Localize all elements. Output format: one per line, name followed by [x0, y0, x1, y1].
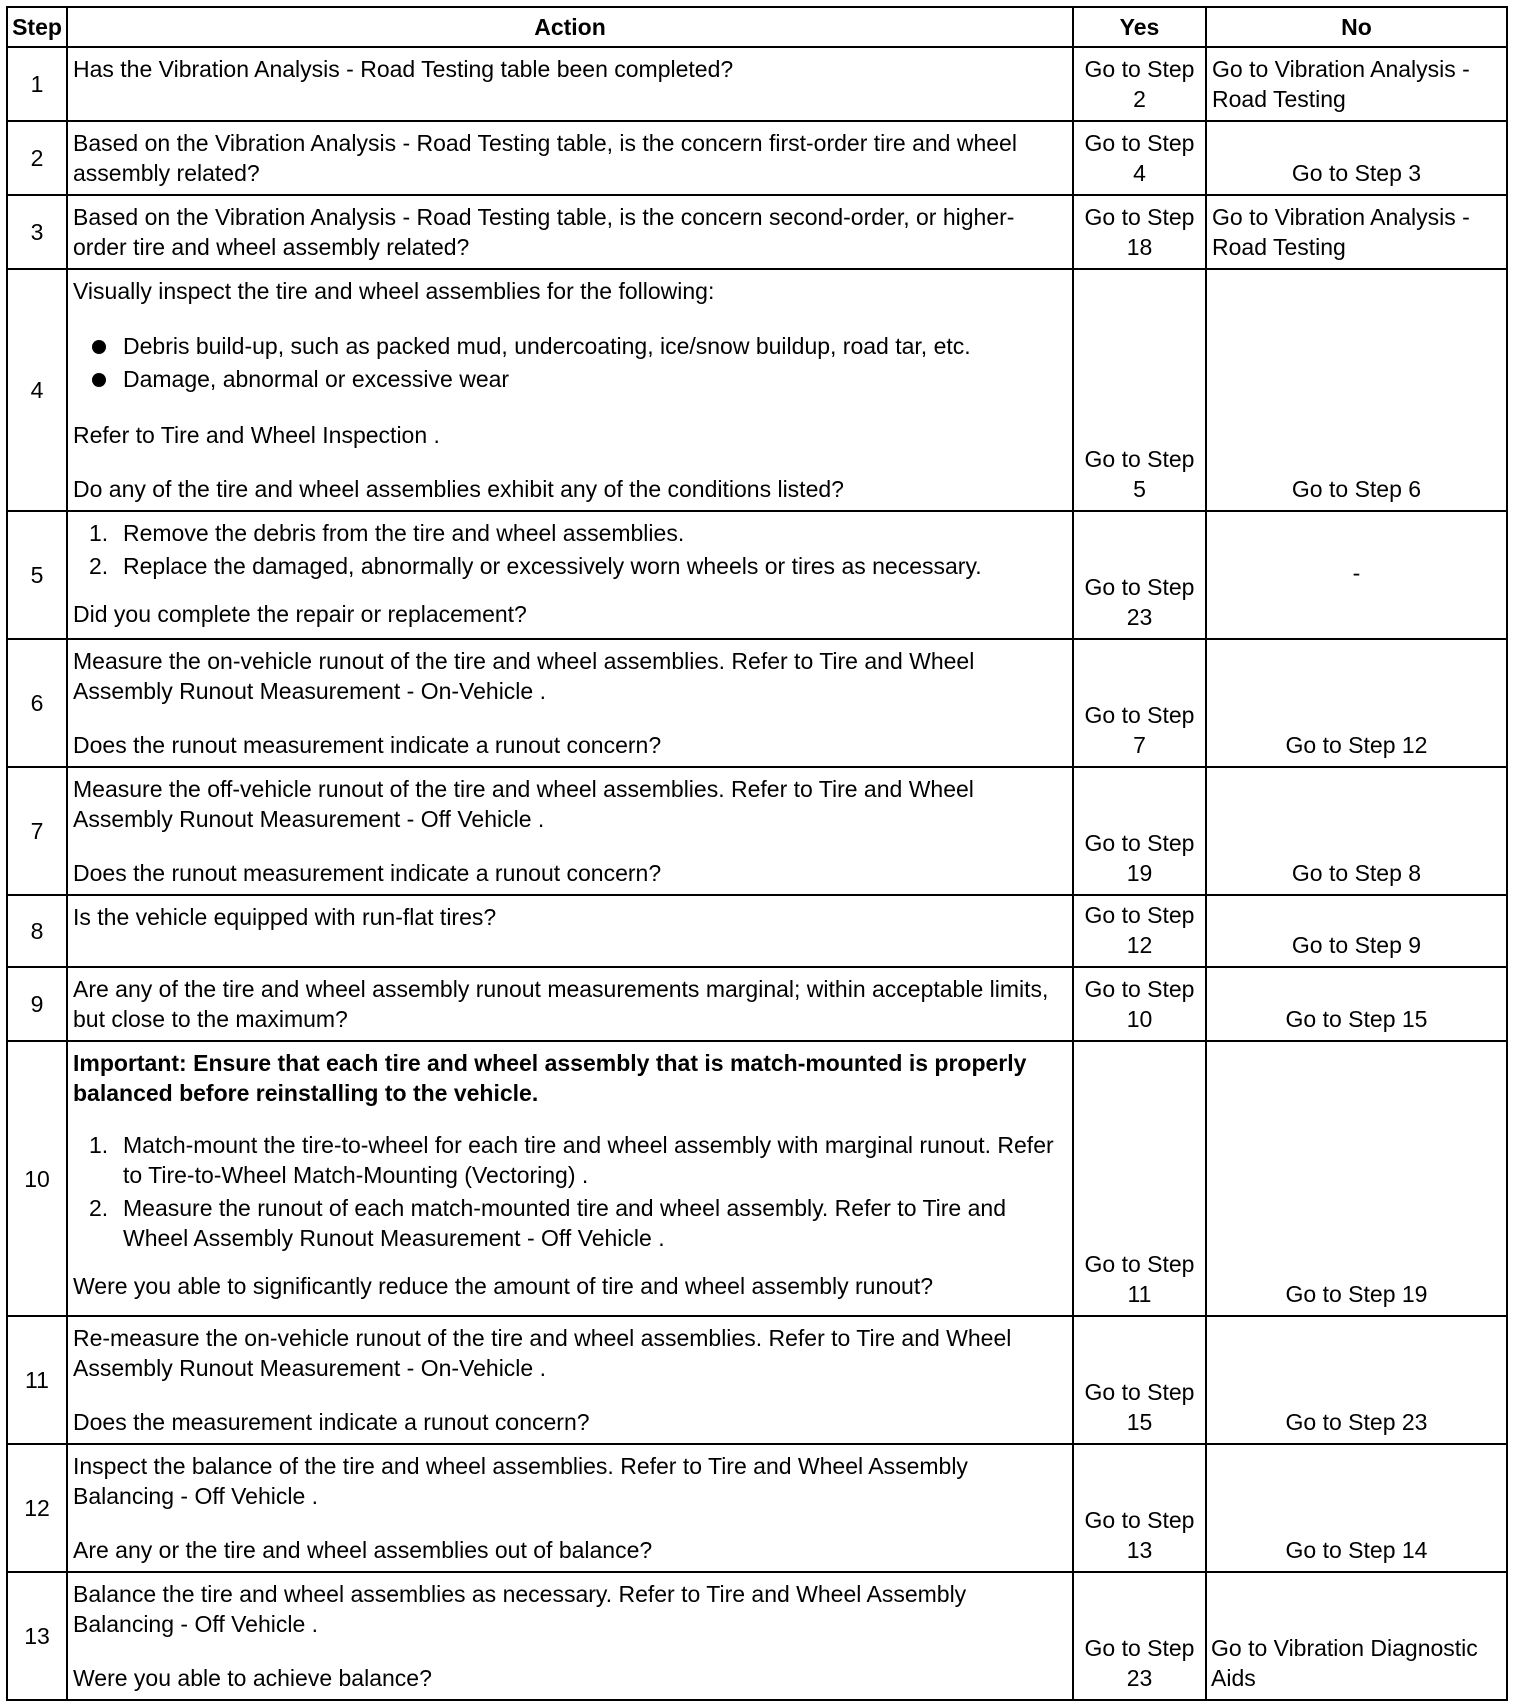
question-text: Has the Vibration Analysis - Road Testing table been completed?	[73, 56, 734, 82]
no-cell: Go to Step 14	[1206, 1444, 1507, 1572]
yes-cell: Go to Step 11	[1073, 1041, 1206, 1316]
intro-text: Re-measure the on-vehicle runout of the tire and wheel assemblies. Refer to Tire and Wheel Assembly Runout Measurement - On-Vehicle .	[73, 1325, 1012, 1381]
table-row	[7, 195, 1507, 269]
yes-cell: Go to Step 13	[1073, 1444, 1206, 1572]
step-number: 8	[7, 895, 67, 967]
question-text: Did you complete the repair or replacement?	[73, 601, 527, 627]
action-cell	[67, 639, 1073, 767]
intro-text: Measure the off-vehicle runout of the tire and wheel assemblies. Refer to Tire and Wheel Assembly Runout Measurement - Off Vehicle .	[73, 776, 974, 832]
action-cell	[67, 1041, 1073, 1316]
list-number: 1.	[89, 1132, 109, 1158]
question-text: Were you able to achieve balance?	[73, 1665, 432, 1691]
action-cell	[67, 1444, 1073, 1572]
step-number: 4	[7, 269, 67, 511]
action-cell	[67, 895, 1073, 967]
question-text: Does the measurement indicate a runout concern?	[73, 1409, 590, 1435]
table-row	[7, 1572, 1507, 1700]
yes-cell: Go to Step 5	[1073, 269, 1206, 511]
question-text: Are any or the tire and wheel assemblies out of balance?	[73, 1537, 653, 1563]
step-number: 1	[7, 47, 67, 121]
question-text: Does the runout measurement indicate a runout concern?	[73, 860, 662, 886]
yes-cell: Go to Step 4	[1073, 121, 1206, 195]
intro-text: Inspect the balance of the tire and wheel assemblies. Refer to Tire and Wheel Assembly Balancing - Off Vehicle .	[73, 1453, 968, 1509]
action-cell	[67, 195, 1073, 269]
condition-list	[73, 330, 1065, 396]
action-cell	[67, 269, 1073, 511]
action-cell	[67, 967, 1073, 1041]
no-cell: Go to Step 23	[1206, 1316, 1507, 1444]
table-row	[7, 269, 1507, 511]
table-row	[7, 1444, 1507, 1572]
step-number: 6	[7, 639, 67, 767]
list-item	[73, 363, 1065, 396]
yes-cell: Go to Step 23	[1073, 1572, 1206, 1700]
diagnostic-table	[6, 6, 1508, 1701]
yes-cell: Go to Step 7	[1073, 639, 1206, 767]
step-number: 12	[7, 1444, 67, 1572]
list-number: 1.	[89, 520, 109, 546]
header-action: Action	[67, 7, 1073, 47]
no-cell: Go to Vibration Analysis - Road Testing	[1206, 47, 1507, 121]
no-cell: Go to Step 3	[1206, 121, 1507, 195]
action-cell	[67, 121, 1073, 195]
no-cell: Go to Step 15	[1206, 967, 1507, 1041]
header-step: Step	[7, 7, 67, 47]
no-cell: Go to Step 6	[1206, 269, 1507, 511]
list-item	[73, 518, 1065, 548]
action-cell	[67, 1572, 1073, 1700]
list-item-text: Debris build-up, such as packed mud, undercoating, ice/snow buildup, road tar, etc.	[123, 333, 971, 359]
no-cell: Go to Vibration Diagnostic Aids	[1206, 1572, 1507, 1700]
question-text: Based on the Vibration Analysis - Road Testing table, is the concern first-order tire and wheel assembly related?	[73, 130, 1017, 186]
bullet-icon	[92, 373, 106, 387]
list-item	[73, 330, 1065, 363]
yes-cell: Go to Step 23	[1073, 511, 1206, 639]
refer-text: Refer to Tire and Wheel Inspection .	[73, 422, 440, 448]
intro-text: Visually inspect the tire and wheel assemblies for the following:	[73, 278, 715, 304]
table-row	[7, 967, 1507, 1041]
yes-cell: Go to Step 19	[1073, 767, 1206, 895]
step-number: 13	[7, 1572, 67, 1700]
table-row	[7, 639, 1507, 767]
table-row	[7, 1316, 1507, 1444]
no-cell: -	[1206, 511, 1507, 639]
step-number: 3	[7, 195, 67, 269]
table-row	[7, 121, 1507, 195]
header-row	[7, 7, 1507, 47]
table-row	[7, 511, 1507, 639]
step-number: 9	[7, 967, 67, 1041]
step-number: 5	[7, 511, 67, 639]
step-number: 7	[7, 767, 67, 895]
action-cell	[67, 47, 1073, 121]
question-text: Is the vehicle equipped with run-flat tires?	[73, 904, 497, 930]
question-text: Are any of the tire and wheel assembly runout measurements marginal; within acceptable limits, but close to the maximum?	[73, 976, 1049, 1032]
yes-cell: Go to Step 12	[1073, 895, 1206, 967]
header-no: No	[1206, 7, 1507, 47]
list-item-text: Remove the debris from the tire and wheel assemblies.	[123, 520, 685, 546]
table-row	[7, 47, 1507, 121]
yes-cell: Go to Step 2	[1073, 47, 1206, 121]
match-mount-steps	[73, 1130, 1065, 1253]
action-cell	[67, 511, 1073, 639]
table-row	[7, 895, 1507, 967]
action-cell	[67, 1316, 1073, 1444]
list-item	[73, 1130, 1065, 1190]
question-text: Were you able to significantly reduce the amount of tire and wheel assembly runout?	[73, 1273, 934, 1299]
list-item-text: Damage, abnormal or excessive wear	[123, 366, 510, 392]
bullet-icon	[92, 340, 106, 354]
question-text: Does the runout measurement indicate a runout concern?	[73, 732, 662, 758]
list-item	[73, 1193, 1065, 1253]
list-item	[73, 551, 1065, 581]
step-number: 11	[7, 1316, 67, 1444]
intro-text: Measure the on-vehicle runout of the tire and wheel assemblies. Refer to Tire and Wheel Assembly Runout Measurement - On-Vehicle .	[73, 648, 975, 704]
step-number: 10	[7, 1041, 67, 1316]
repair-steps	[73, 518, 1065, 581]
question-text: Do any of the tire and wheel assemblies exhibit any of the conditions listed?	[73, 476, 844, 502]
list-number: 2.	[89, 553, 109, 579]
action-cell	[67, 767, 1073, 895]
no-cell: Go to Step 12	[1206, 639, 1507, 767]
yes-cell: Go to Step 18	[1073, 195, 1206, 269]
yes-cell: Go to Step 10	[1073, 967, 1206, 1041]
question-text: Based on the Vibration Analysis - Road Testing table, is the concern second-order, or higher-order tire and wheel assembly related?	[73, 204, 1015, 260]
header-yes: Yes	[1073, 7, 1206, 47]
list-item-text: Replace the damaged, abnormally or excessively worn wheels or tires as necessary.	[123, 553, 982, 579]
no-cell: Go to Step 8	[1206, 767, 1507, 895]
table-row	[7, 767, 1507, 895]
list-item-text: Measure the runout of each match-mounted tire and wheel assembly. Refer to Tire and Wheel Assembly Runout Measurement - Off Vehicle .	[123, 1195, 1006, 1251]
list-number: 2.	[89, 1195, 109, 1221]
list-item-text: Match-mount the tire-to-wheel for each tire and wheel assembly with marginal runout. Refer to Tire-to-Wheel Match-Mounting (Vectoring) .	[123, 1132, 1054, 1188]
table-row	[7, 1041, 1507, 1316]
no-cell: Go to Step 19	[1206, 1041, 1507, 1316]
step-number: 2	[7, 121, 67, 195]
no-cell: Go to Step 9	[1206, 895, 1507, 967]
no-cell: Go to Vibration Analysis - Road Testing	[1206, 195, 1507, 269]
yes-cell: Go to Step 15	[1073, 1316, 1206, 1444]
important-note: Important: Ensure that each tire and wheel assembly that is match-mounted is properly balanced before reinstalling to the vehicle.	[73, 1050, 1027, 1106]
intro-text: Balance the tire and wheel assemblies as necessary. Refer to Tire and Wheel Assembly Balancing - Off Vehicle .	[73, 1581, 967, 1637]
